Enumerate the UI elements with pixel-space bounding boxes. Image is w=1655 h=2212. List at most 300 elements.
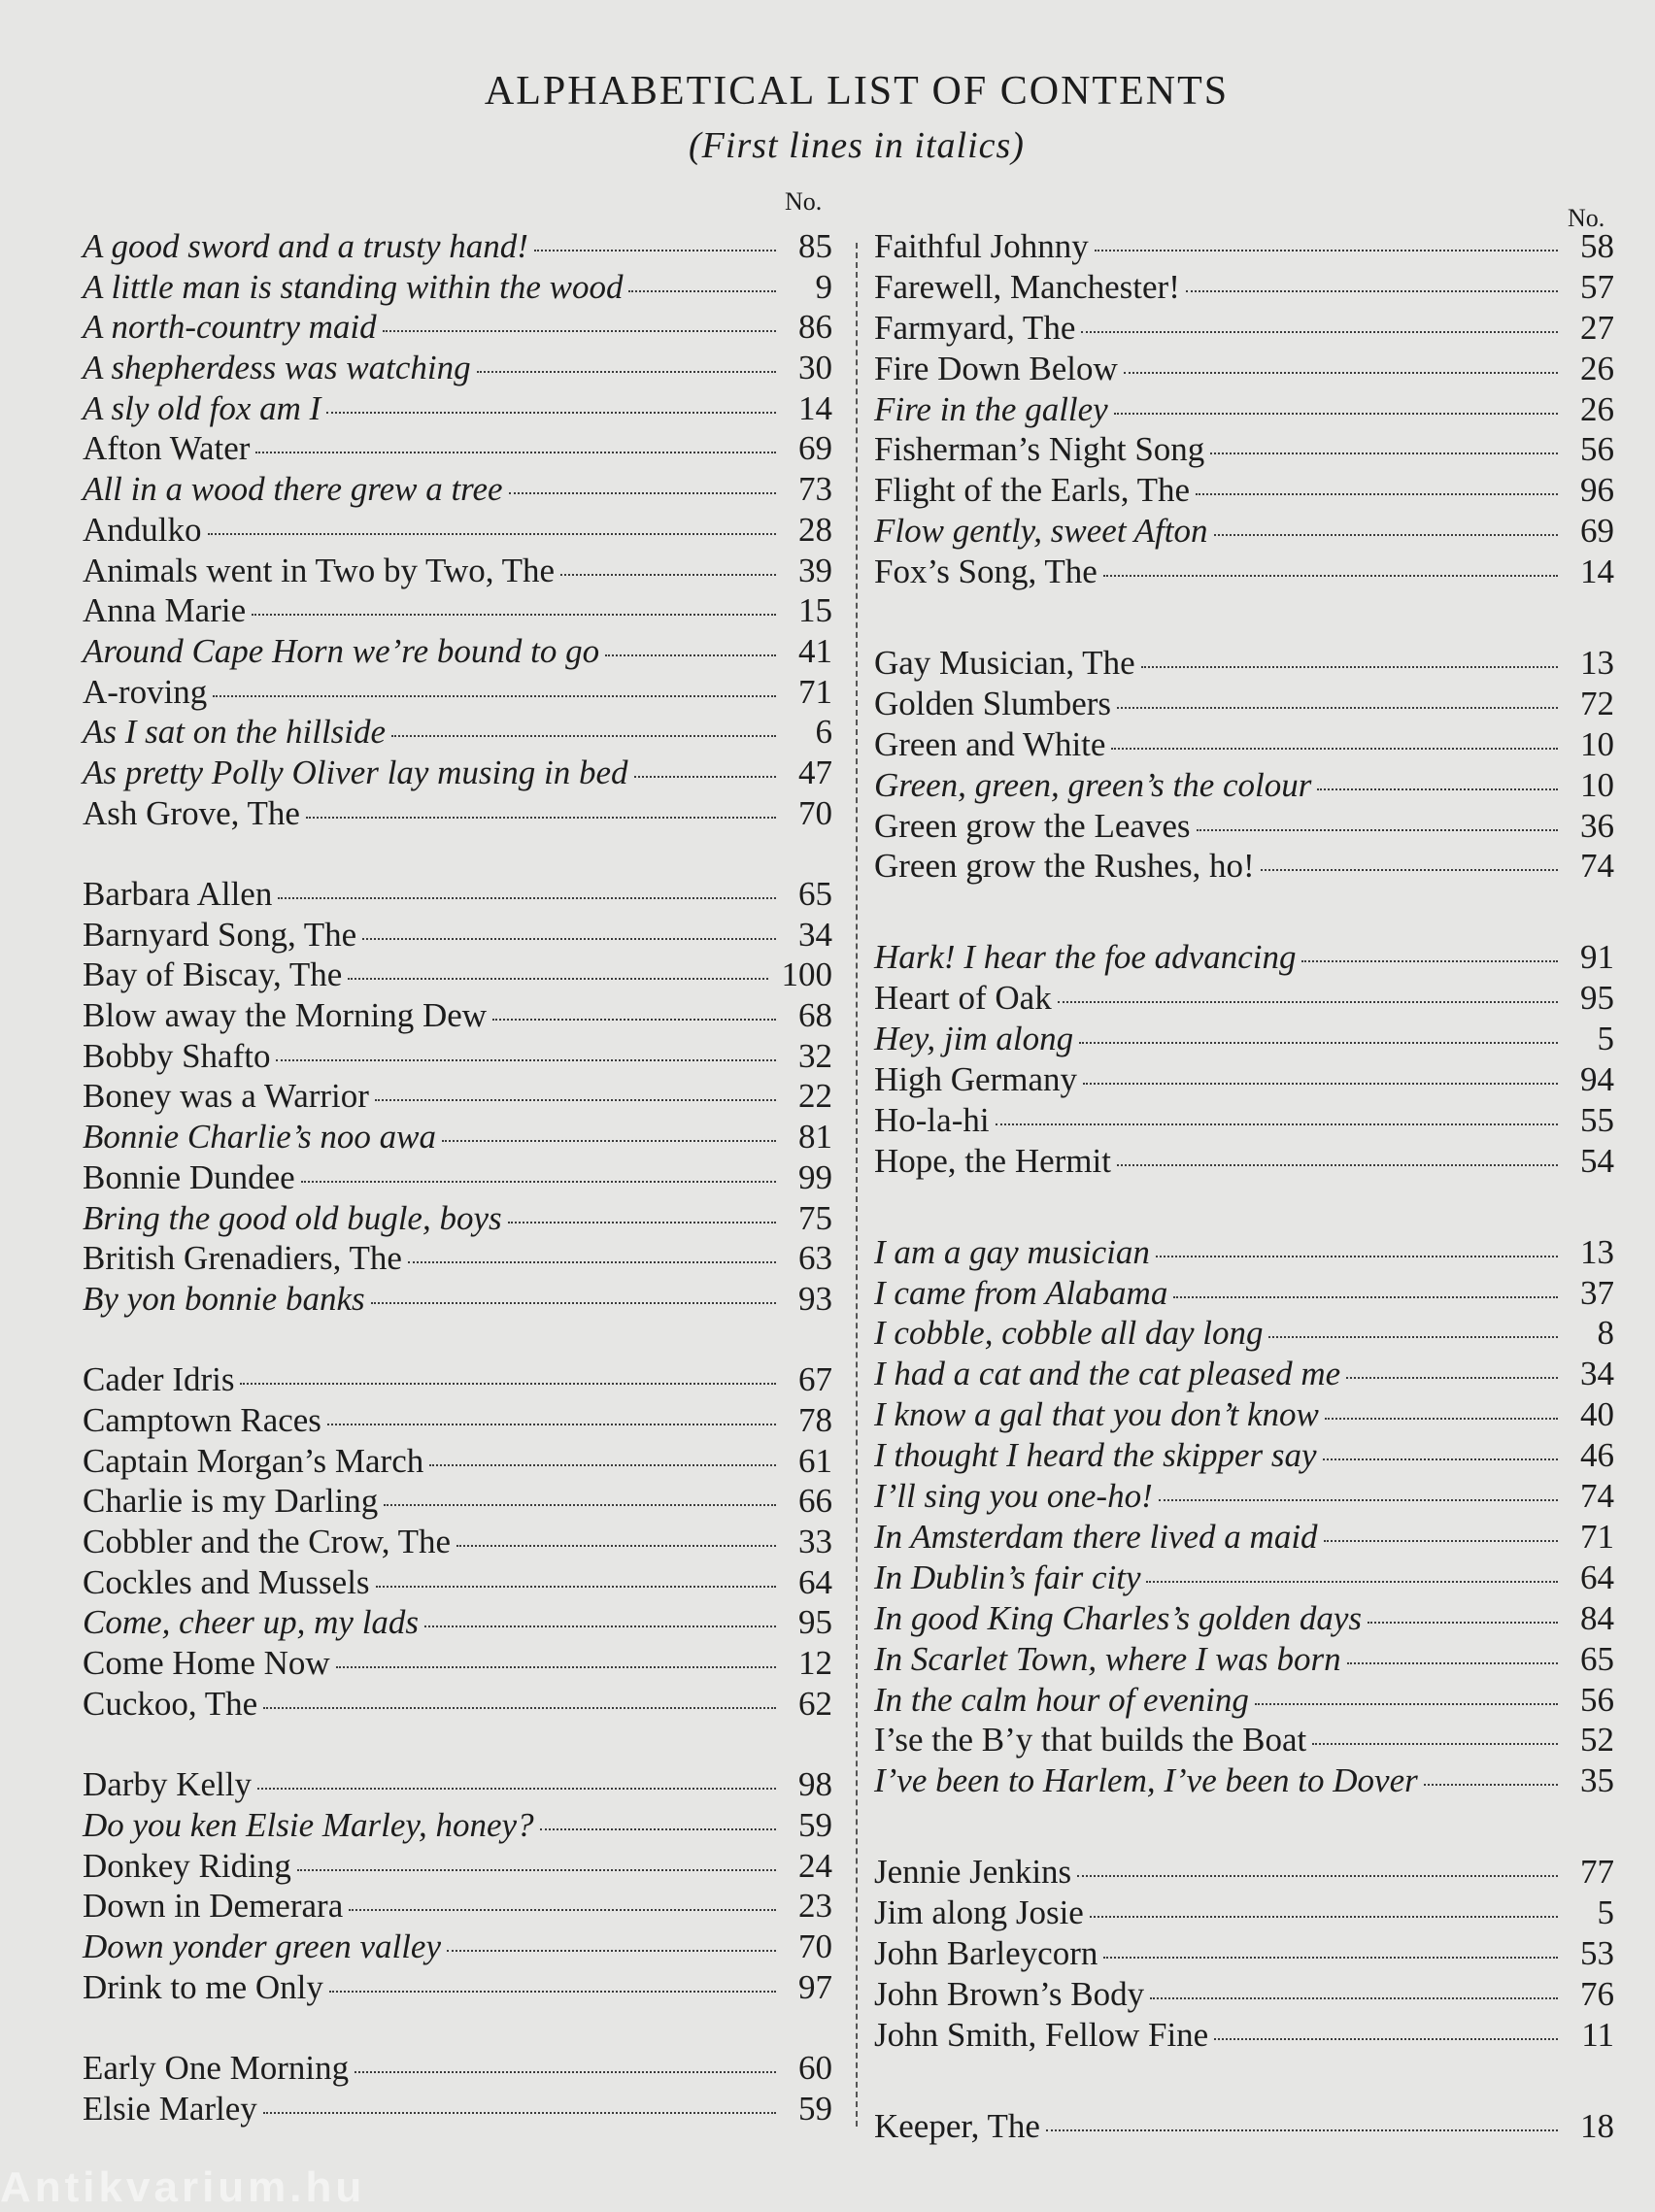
dot-leader [634,776,776,778]
entry-number: 95 [798,1603,832,1642]
entry-title: Do you ken Elsie Marley, honey? [83,1805,534,1844]
entry-number: 13 [1580,644,1614,683]
contents-entry [874,1517,1614,1558]
contents-entry [874,1760,1614,1801]
entry-number: 41 [798,631,832,670]
entry-title: Faithful Johnny [874,227,1089,265]
entry-number: 56 [1580,1680,1614,1719]
dot-leader [1173,1296,1558,1298]
entry-number: 52 [1580,1721,1614,1760]
dot-leader [1046,2129,1558,2131]
entry-number: 85 [798,227,832,265]
entry-number: 93 [798,1279,832,1318]
section-gap [874,592,1614,643]
dot-leader [508,1222,776,1223]
entry-number: 73 [798,470,832,509]
dot-leader [1103,1957,1558,1959]
entry-title: A-roving [83,672,208,711]
entry-title: In good King Charles’s golden days [874,1598,1362,1637]
entry-title: I came from Alabama [874,1273,1168,1312]
entry-number: 53 [1580,1933,1614,1972]
entry-title: I am a gay musician [874,1232,1150,1271]
contents-entry [874,470,1614,511]
left-entry-list [83,226,832,2128]
contents-entry [874,1680,1614,1721]
entry-title: Bring the good old bugle, boys [83,1198,502,1237]
entry-title: Come Home Now [83,1644,330,1683]
contents-entry [83,1846,832,1887]
entry-number: 70 [798,1927,832,1965]
entry-title: Early One Morning [83,2048,350,2087]
entry-number: 74 [1580,1477,1614,1516]
entry-number: 65 [798,875,832,913]
contents-entry [83,1967,832,2008]
contents-entry [874,349,1614,389]
dot-leader [1077,1875,1558,1877]
entry-title: I thought I heard the skipper say [874,1436,1317,1475]
entry-number: 61 [798,1441,832,1480]
entry-title: As I sat on the hillside [83,713,387,752]
entry-number: 63 [798,1239,832,1278]
dot-leader [408,1261,776,1263]
dot-leader [1317,788,1558,790]
entry-title: Boney was a Warrior [83,1077,369,1116]
dot-leader [429,1464,776,1466]
entry-number: 22 [798,1077,832,1116]
contents-entry [83,1764,832,1805]
entry-title: In the calm hour of evening [874,1680,1249,1719]
dot-leader [540,1828,776,1830]
contents-entry [874,806,1614,847]
entry-number: 9 [815,267,832,306]
entry-title: Golden Slumbers [874,684,1112,722]
entry-title: John Smith, Fellow Fine [874,2015,1209,2054]
entry-number: 57 [1580,267,1614,306]
contents-entry [874,429,1614,470]
dot-leader [456,1545,776,1547]
entry-number: 37 [1580,1273,1614,1312]
contents-entry [83,2089,832,2129]
entry-title: Animals went in Two by Two, The [83,551,556,589]
section-gap [874,887,1614,937]
dot-leader [1156,1256,1558,1257]
entry-title: Jennie Jenkins [874,1853,1072,1892]
dot-leader [1150,1997,1558,1999]
dot-leader [348,978,767,980]
dot-leader [1058,1001,1558,1003]
contents-entry [874,684,1614,724]
dot-leader [1141,666,1558,668]
entry-number: 18 [1580,2106,1614,2145]
entry-number: 75 [798,1198,832,1237]
contents-entry [83,1643,832,1684]
dot-leader [252,614,776,616]
entry-title: Donkey Riding [83,1846,291,1885]
dot-leader [371,1302,776,1304]
section-gap [83,1724,832,1764]
dot-leader [1323,1458,1558,1460]
dot-leader [1324,1540,1558,1542]
entry-number: 26 [1580,349,1614,387]
dot-leader [1114,413,1558,415]
dot-leader [329,1991,776,1993]
right-column [874,226,1614,2147]
contents-entry [83,1602,832,1643]
dot-leader [301,1181,776,1183]
entry-number: 60 [798,2048,832,2087]
entry-number: 12 [798,1644,832,1683]
entry-number: 54 [1580,1141,1614,1180]
page-title: ALPHABETICAL LIST OF CONTENTS [484,69,1230,114]
contents-entry [874,267,1614,308]
entry-title: Cobbler and the Crow, The [83,1523,452,1560]
contents-entry [83,2048,832,2089]
entry-number: 91 [1580,938,1614,977]
contents-entry [83,1522,832,1562]
entry-title: Bay of Biscay, The [83,955,343,994]
entry-number: 100 [781,955,832,994]
contents-entry [83,1562,832,1603]
dot-leader [1090,1916,1558,1918]
dot-leader [1124,372,1558,374]
entry-number: 47 [798,753,832,791]
entry-number: 14 [798,388,832,427]
entry-title: Gay Musician, The [874,644,1135,683]
contents-entry [83,1198,832,1239]
entry-number: 69 [1580,512,1614,551]
entry-title: Anna Marie [83,591,247,630]
entry-number: 14 [1580,553,1614,591]
dot-leader [1079,1042,1558,1044]
contents-entry [874,1019,1614,1059]
contents-entry [874,2015,1614,2056]
entry-number: 34 [798,915,832,954]
entry-number: 39 [798,551,832,589]
dot-leader [1146,1581,1558,1583]
contents-entry [874,1232,1614,1273]
dot-leader [1325,1418,1558,1420]
entry-title: Green grow the Rushes, ho! [874,847,1255,886]
dot-leader [1261,869,1558,871]
contents-entry [83,1805,832,1846]
entry-title: I’ve been to Harlem, I’ve been to Dover [874,1761,1418,1800]
number-column-label-left: No. [785,187,823,216]
contents-entry [83,1886,832,1927]
entry-title: Down yonder green valley [83,1927,442,1965]
dot-leader [1197,829,1558,831]
entry-number: 10 [1580,724,1614,763]
contents-entry [83,1441,832,1482]
contents-entry [874,1100,1614,1141]
dot-leader [1255,1703,1558,1705]
contents-entry [874,1141,1614,1182]
dot-leader [213,695,776,697]
contents-entry [874,1598,1614,1639]
entry-number: 59 [798,1805,832,1844]
entry-title: Green, green, green’s the colour [874,765,1312,804]
contents-entry [874,511,1614,552]
contents-entry [83,1036,832,1077]
entry-title: Ash Grove, The [83,793,300,832]
entry-number: 68 [798,996,832,1035]
dot-leader [1368,1622,1558,1624]
entry-number: 64 [1580,1558,1614,1596]
entry-title: Andulko [83,510,202,549]
entry-number: 59 [798,2089,832,2128]
contents-entry [83,1238,832,1279]
entry-title: Hark! I hear the foe advancing [874,938,1297,977]
dot-leader [383,330,776,332]
contents-entry [83,874,832,915]
contents-entry [83,915,832,955]
entry-title: Green and White [874,724,1106,763]
entry-title: Bonnie Dundee [83,1157,295,1196]
entry-title: High Germany [874,1060,1077,1099]
entry-number: 64 [798,1562,832,1601]
entry-title: Flight of the Earls, The [874,471,1190,510]
entry-number: 27 [1580,308,1614,347]
left-column [83,226,832,2128]
dot-leader [534,250,776,251]
dot-leader [327,1424,776,1425]
dot-leader [1210,452,1558,454]
entry-title: As pretty Polly Oliver lay musing in bed [83,753,628,791]
dot-leader [1424,1784,1558,1786]
contents-entry [83,631,832,672]
dot-leader [336,1666,776,1668]
entry-title: In Amsterdam there lived a maid [874,1517,1318,1556]
dot-leader [1214,2038,1558,2040]
dot-leader [1095,250,1558,251]
dot-leader [376,1586,776,1588]
dot-leader [276,1059,776,1061]
entry-number: 67 [798,1360,832,1399]
contents-entry [83,551,832,591]
entry-title: Fisherman’s Night Song [874,430,1205,469]
contents-entry [83,1359,832,1400]
entry-title: A north-country maid [83,308,377,347]
entry-title: Afton Water [83,429,251,468]
dot-leader [375,1099,776,1101]
entry-number: 5 [1597,1894,1614,1932]
contents-entry [874,226,1614,267]
entry-title: Darby Kelly [83,1765,252,1804]
entry-title: Captain Morgan’s March [83,1441,424,1480]
entry-number: 35 [1580,1761,1614,1800]
contents-entry [83,590,832,631]
dot-leader [278,897,776,899]
contents-entry [874,1852,1614,1893]
contents-entry [874,1893,1614,1933]
entry-title: Heart of Oak [874,979,1052,1018]
contents-entry [83,348,832,388]
contents-entry [83,1927,832,1967]
contents-entry [83,1481,832,1522]
entry-number: 33 [798,1523,832,1560]
entry-number: 58 [1580,227,1614,265]
dot-leader [628,290,776,292]
entry-title: John Brown’s Body [874,1974,1145,2013]
contents-entry [874,1476,1614,1517]
entry-title: A little man is standing within the wood [83,267,624,306]
entry-title: I cobble, cobble all day long [874,1314,1264,1353]
entry-number: 24 [798,1846,832,1885]
entry-title: Down in Demerara [83,1887,344,1926]
entry-number: 66 [798,1482,832,1521]
entry-title: I’ll sing you one-ho! [874,1477,1153,1516]
entry-number: 77 [1580,1853,1614,1892]
entry-number: 95 [1580,979,1614,1018]
dot-leader [1301,960,1558,962]
dot-leader [1268,1336,1558,1338]
entry-title: Fire Down Below [874,349,1118,387]
contents-entry [83,307,832,348]
contents-entry [874,1720,1614,1760]
entry-number: 98 [798,1765,832,1804]
contents-entry [874,1313,1614,1354]
entry-title: Ho-la-hi [874,1100,990,1139]
dot-leader [384,1504,776,1506]
dot-leader [255,452,776,453]
contents-entry [874,308,1614,349]
contents-entry [83,267,832,308]
dot-leader [257,1788,776,1790]
entry-title: Camptown Races [83,1400,321,1439]
dot-leader [509,492,776,494]
dot-leader [1196,493,1558,495]
contents-entry [874,552,1614,592]
entry-number: 71 [798,672,832,711]
entry-title: Barnyard Song, The [83,915,357,954]
entry-number: 28 [798,510,832,549]
entry-title: I know a gal that you don’t know [874,1395,1319,1434]
entry-title: Charlie is my Darling [83,1482,379,1521]
entry-title: Fire in the galley [874,389,1108,428]
entry-number: 26 [1580,389,1614,428]
dot-leader [1111,748,1558,750]
contents-entry [874,1435,1614,1476]
contents-entry [83,428,832,469]
entry-title: Bonnie Charlie’s noo awa [83,1118,436,1156]
contents-entry [874,1974,1614,2015]
entry-number: 30 [798,349,832,387]
dot-leader [362,938,776,940]
entry-title: British Grenadiers, The [83,1239,402,1278]
entry-title: Drink to me Only [83,1967,323,2006]
dot-leader [1346,1377,1558,1379]
entry-title: Jim along Josie [874,1894,1084,1932]
entry-number: 72 [1580,684,1614,722]
dot-leader [492,1019,776,1021]
entry-title: John Barleycorn [874,1933,1098,1972]
contents-entry [83,510,832,551]
page-subtitle: (First lines in italics) [689,125,1025,166]
entry-title: Green grow the Leaves [874,806,1191,845]
contents-entry [83,1117,832,1157]
contents-entry [874,1059,1614,1100]
entry-number: 23 [798,1887,832,1926]
contents-entry [874,1354,1614,1394]
contents-entry [874,389,1614,430]
dot-leader [263,1707,776,1709]
contents-entry [874,2106,1614,2147]
contents-entry [83,753,832,793]
entry-number: 81 [798,1118,832,1156]
entry-number: 62 [798,1684,832,1723]
dot-leader [306,817,776,819]
entry-title: Come, cheer up, my lads [83,1603,420,1642]
entry-title: I had a cat and the cat pleased me [874,1355,1341,1393]
watermark: Antikvarium.hu [0,2163,366,2211]
entry-title: Farmyard, The [874,308,1076,347]
entry-title: Fox’s Song, The [874,553,1098,591]
entry-title: Hey, jim along [874,1020,1074,1058]
number-column-label-right: No. [1568,204,1605,232]
entry-title: Cuckoo, The [83,1684,258,1723]
entry-title: Keeper, The [874,2106,1040,2145]
entry-title: Bobby Shafto [83,1036,271,1075]
contents-entry [874,724,1614,765]
entry-number: 76 [1580,1974,1614,2013]
entry-number: 11 [1581,2015,1614,2054]
section-gap [83,2007,832,2048]
dot-leader [1214,534,1559,536]
contents-entry [83,1279,832,1320]
contents-entry [874,1558,1614,1598]
entry-number: 94 [1580,1060,1614,1099]
dot-leader [240,1383,776,1385]
contents-entry [83,1684,832,1725]
entry-title: Elsie Marley [83,2089,257,2128]
entry-number: 40 [1580,1395,1614,1434]
entry-number: 13 [1580,1232,1614,1271]
section-gap [83,1320,832,1360]
contents-entry [874,1273,1614,1314]
entry-number: 74 [1580,847,1614,886]
contents-entry [83,672,832,713]
entry-number: 10 [1580,765,1614,804]
entry-title: A shepherdess was watching [83,349,471,387]
dot-leader [263,2112,776,2114]
section-gap [874,2056,1614,2106]
contents-entry [874,1933,1614,1974]
entry-number: 96 [1580,471,1614,510]
entry-number: 32 [798,1036,832,1075]
dot-leader [297,1869,776,1871]
dot-leader [391,735,776,737]
dot-leader [1117,1164,1558,1166]
dot-leader [996,1123,1558,1125]
contents-entry [874,765,1614,806]
contents-entry [874,937,1614,978]
dot-leader [1347,1662,1558,1664]
entry-title: A good sword and a trusty hand! [83,227,528,265]
dot-leader [1159,1499,1558,1501]
contents-entry [874,643,1614,684]
entry-number: 34 [1580,1355,1614,1393]
contents-entry [874,846,1614,887]
contents-entry [874,1394,1614,1435]
contents-entry [874,1639,1614,1680]
entry-title: Cader Idris [83,1360,235,1399]
dot-leader [326,412,776,414]
dot-leader [442,1140,776,1142]
dot-leader [1117,707,1558,709]
entry-number: 55 [1580,1100,1614,1139]
dot-leader [1186,290,1558,292]
contents-entry [83,995,832,1036]
entry-number: 5 [1597,1020,1614,1058]
